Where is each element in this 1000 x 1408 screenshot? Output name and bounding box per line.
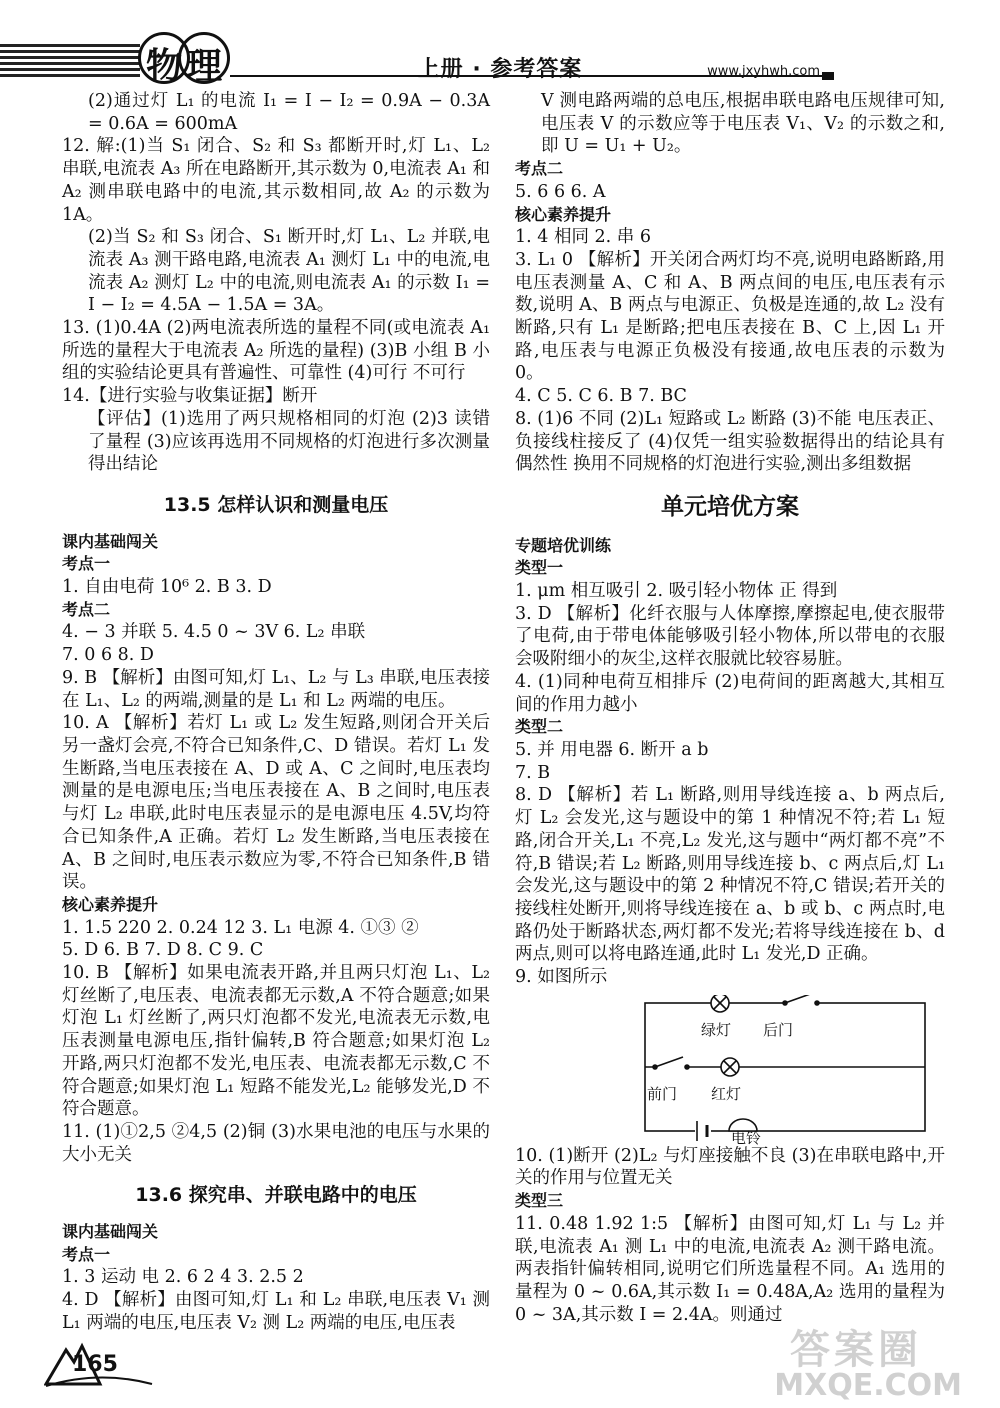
section-heading: 13.5 怎样认识和测量电压 (163, 493, 389, 516)
section-label: 专题培优训练 (515, 535, 612, 555)
back-door-label: 后门 (763, 1020, 794, 1039)
green-lamp-label: 绿灯 (701, 1020, 732, 1039)
answer-paragraph: 11. (1)①2,5 ②4,5 (2)铜 (3)水果电池的电压与水果的大小无关 (62, 1121, 490, 1165)
front-door-label: 前门 (647, 1084, 678, 1103)
answer-paragraph: 5. 6 6 6. A (515, 181, 606, 202)
answer-paragraph: 1. 3 运动 电 2. 6 2 4 3. 2.5 2 (62, 1267, 304, 1288)
answer-paragraph: 3. L₁ 0 【解析】开关闭合两灯均不亮,说明电路断路,用电压表测量 A、C 和 A、B 两点间的电压,电压表有示数,说明 A、B 两点与电源正、负极是连通的,故 L₂ 没有断路,只有 L₁ 是断路;把电压表接在 B、C 上,因 L₁ 开路,电压表与电源正负极没有接通,故电压表的示数为 0。 (515, 249, 945, 384)
answer-paragraph: 【评估】(1)选用了两只规格相同的灯泡 (2)3 读错了量程 (3)应该再选用不同规格的灯泡进行多次测量得出结论 (88, 408, 490, 475)
answer-paragraph: (2)当 S₂ 和 S₃ 闭合、S₁ 断开时,灯 L₁、L₂ 并联,电流表 A₃ 测干路电路,电流表 A₁ 测灯 L₁ 中的电流,电流表 A₂ 测灯 L₂ 中的电流,则电流表 A₁ 的示数 I₁ = I − I₂ = 4.5A − 1.5A = 3A。 (88, 227, 490, 316)
answer-paragraph: 9. 如图所示 (515, 967, 608, 988)
section-label: 考点二 (515, 159, 564, 179)
watermark-top: 答案圈 (790, 1327, 922, 1373)
answer-paragraph: 9. B 【解析】由图可知,灯 L₁、L₂ 与 L₃ 串联,电压表接在 L₁、L₂ 的两端,测量的是 L₁ 和 L₂ 两端的电压。 (62, 667, 490, 711)
section-label: 考点一 (62, 554, 111, 574)
header-url: www.jxyhwh.com (707, 64, 820, 79)
answer-paragraph: V 测电路两端的总电压,根据串联电路电压规律可知,电压表 V 的示数应等于电压表 V₁、V₂ 的示数之和,即 U = U₁ + U₂。 (541, 91, 945, 157)
subject-char-1: 物 (146, 46, 183, 87)
front-door-switch-icon (653, 1057, 689, 1071)
section-label: 考点一 (62, 1244, 111, 1264)
answer-paragraph: 10. B 【解析】如果电流表开路,并且两只灯泡 L₁、L₂ 灯丝断了,电压表、电流表都无示数,A 不符合题意;如果灯泡 L₁ 灯丝断了,两只灯泡都不发光,电流表无示数,电压表测量电源电压,指针偏转,B 符合题意;如果灯泡 L₂ 开路,两只灯泡都不发光,电压表、电流表都无示数,C 不符合题意;如果灯泡 L₁ 短路不能发光,L₂ 能够发光,D 不符合题意。 (62, 963, 490, 1120)
circuit-diagram (635, 995, 935, 1145)
answer-paragraph: 4. (1)同种电荷互相排斥 (2)电荷间的距离越大,其相互间的作用力越小 (515, 671, 945, 715)
answer-paragraph: 3. D 【解析】化纤衣服与人体摩擦,摩擦起电,使衣服带了电荷,由于带电体能够吸引轻小物体,所以带电的衣服会吸附细小的灰尘,这样衣服就比较容易脏。 (515, 603, 945, 670)
section-label: 考点二 (62, 599, 111, 619)
section-label: 课内基础闯关 (62, 531, 159, 551)
answer-paragraph: 1. 自由电荷 10⁶ 2. B 3. D (62, 577, 272, 598)
answer-paragraph: 8. (1)6 不同 (2)L₁ 短路或 L₂ 断路 (3)不能 电压表正、负接线柱接反了 (4)仅凭一组实验数据得出的结论具有偶然性 换用不同规格的灯泡进行实验,测出多组数据 (515, 408, 945, 475)
header-title: 上册 · 参考答案 (417, 57, 583, 82)
answer-paragraph: 4. C 5. C 6. B 7. BC (515, 386, 687, 407)
answer-paragraph: 7. B (515, 762, 551, 783)
answer-paragraph: 1. 1.5 220 2. 0.24 12 3. L₁ 电源 4. ①③ ② (62, 917, 419, 938)
answer-paragraph: 7. 0 6 8. D (62, 645, 154, 666)
page-number: 165 (72, 1352, 118, 1377)
answer-paragraph: 10. (1)断开 (2)L₂ 与灯座接触不良 (3)在串联电路中,开关的作用与位置无关 (515, 1145, 945, 1189)
subject-char-2: 理 (186, 46, 223, 87)
red-lamp-label: 红灯 (711, 1084, 742, 1103)
page-header (0, 0, 1000, 90)
answer-paragraph: 13. (1)0.4A (2)两电流表所选的量程不同(或电流表 A₁ 所选的量程大于电流表 A₂ 所选的量程) (3)B 小组 B 小组的实验结论更具有普遍性、可靠性 (4)可行 不可行 (62, 318, 490, 384)
section-heading: 13.6 探究串、并联电路中的电压 (135, 1184, 417, 1207)
section-label: 核心素养提升 (515, 204, 612, 224)
answer-paragraph: 4. D 【解析】由图可知,灯 L₁ 和 L₂ 串联,电压表 V₁ 测 L₁ 两端的电压,电压表 V₂ 测 L₂ 两端的电压,电压表 (62, 1290, 490, 1333)
answer-paragraph: 5. D 6. B 7. D 8. C 9. C (62, 940, 264, 961)
section-label: 类型一 (515, 558, 564, 578)
answer-paragraph: 5. 并 用电器 6. 断开 a b (515, 739, 709, 760)
section-label: 核心素养提升 (62, 894, 159, 914)
answer-paragraph: 1. 4 相同 2. 串 6 (515, 227, 651, 248)
red-lamp-icon (721, 1058, 739, 1076)
battery-icon (695, 1121, 711, 1141)
section-label: 类型二 (515, 717, 564, 737)
answer-paragraph: 10. A 【解析】若灯 L₁ 或 L₂ 发生短路,则闭合开关后另一盏灯会亮,不符合已知条件,C、D 错误。若灯 L₁ 发生断路,当电压表接在 A、D 或 A、C 之间时,电压表均测量的是电源电压;当电压表接在 A、B 之间时,电压表与灯 L₂ 串联,此时电压表显示的是电源电压 4.5V,均符合已知条件,A 正确。若灯 L₂ 发生断路,当电压表接在 A、B 之间时,电压表示数应为零,不符合已知条件,B 错误。 (62, 713, 490, 893)
right-column (515, 90, 945, 1326)
unit-heading: 单元培优方案 (661, 493, 799, 520)
answer-paragraph: 11. 0.48 1.92 1:5 【解析】由图可知,灯 L₁ 与 L₂ 并联,电流表 A₁ 测 L₁ 中的电流,电流表 A₂ 测干路电流。两表指针偏转相同,说明它们所选量程不同。A₁ 选用的量程为 0 ~ 0.6A,其示数 I₁ = 0.48A,A₂ 选用的量程为 0 ~ 3A,其示数 I = 2.4A。则通过 (515, 1213, 945, 1325)
watermark-bottom: MXQE.COM (774, 1368, 962, 1403)
answer-paragraph: 8. D 【解析】若 L₁ 断路,则用导线连接 a、b 两点后,灯 L₂ 会发光,这与题设中的第 1 种情况不符;若 L₁ 短路,闭合开关,L₁ 不亮,L₂ 发光,这与题中“两灯都不亮”不符,B 错误;若 L₂ 断路,则用导线连接 b、c 两点后,灯 L₁ 会发光,这与题设中的第 2 种情况不符,C 错误;若开关的接线柱处断开,则将导线连接在 a、b 或 b、c 两点时,电路仍处于断路状态,两灯都不发光;若将导线连接在 b、d 两点,则可以将电路连通,此时 L₁ 发光,D 正确。 (515, 785, 945, 965)
circuit-svg (635, 995, 935, 1145)
answer-paragraph: 4. − 3 并联 5. 4.5 0 ~ 3V 6. L₂ 串联 (62, 622, 366, 643)
answer-paragraph: (2)通过灯 L₁ 的电流 I₁ = I − I₂ = 0.9A − 0.3A = 0.6A = 600mA (88, 91, 490, 134)
green-lamp-icon (711, 995, 729, 1012)
answer-paragraph: 14.【进行实验与收集证据】断开 (62, 386, 318, 407)
answer-paragraph: 1. μm 相互吸引 2. 吸引轻小物体 正 得到 (515, 581, 838, 602)
bell-label: 电铃 (731, 1128, 762, 1147)
back-door-switch-icon (783, 995, 819, 1007)
answer-paragraph: 12. 解:(1)当 S₁ 闭合、S₂ 和 S₃ 都断开时,灯 L₁、L₂ 串联,电流表 A₃ 所在电路断开,其示数为 0,电流表 A₁ 和 A₂ 测串联电路中的电流,其示数相同,故 A₂ 的示数为 1A。 (62, 136, 490, 225)
watermark (742, 1318, 962, 1402)
left-column (62, 90, 490, 1335)
section-label: 课内基础闯关 (62, 1222, 159, 1242)
header-end-mark (822, 72, 834, 80)
section-label: 类型三 (515, 1191, 564, 1211)
